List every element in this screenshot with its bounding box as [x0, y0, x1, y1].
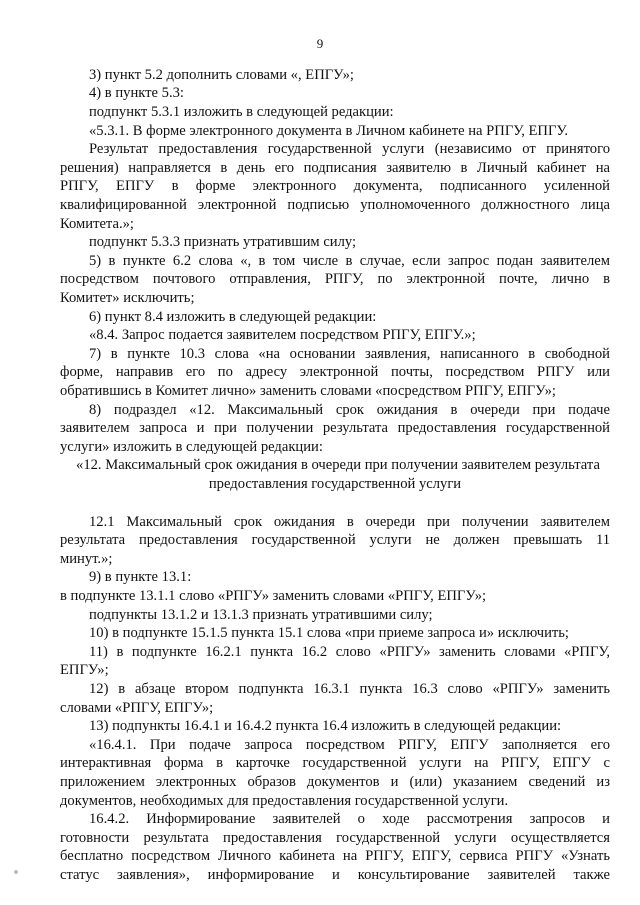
text-line: 16.4.2. Информирование заявителей о ходе рассмотрения запросов и	[89, 811, 610, 827]
text-line: «16.4.1. При подаче запроса посредством РПГУ, ЕПГУ заполняется его	[89, 737, 610, 753]
text-line: «5.3.1. В форме электронного документа в Личном кабинете на РПГУ, ЕПГУ.	[89, 123, 568, 139]
text-line: приложением электронных образов документов и (или) указанием сведений из	[60, 774, 610, 790]
text-line: 11) в подпункте 16.2.1 пункта 16.2 слово «РПГУ» заменить словами «РПГУ,	[89, 644, 610, 660]
text-line: интерактивная форма в карточке государственной услуги на РПГУ, ЕПГУ с	[60, 755, 610, 771]
text-line: минут.»;	[60, 551, 113, 567]
text-line: «8.4. Запрос подается заявителем посредством РПГУ, ЕПГУ.»;	[89, 327, 476, 343]
text-line: словами «РПГУ, ЕПГУ»;	[60, 700, 214, 716]
text-line: заявителем запроса и при получении результата предоставления государственной	[60, 420, 610, 436]
text-line: статус заявления», информирование и консультирование заявителей также	[60, 867, 610, 883]
scan-artifact	[14, 870, 18, 874]
text-line: 7) в пункте 10.3 слова «на основании заявления, написанного в свободной	[89, 346, 610, 362]
text-line: 13) подпункты 16.4.1 и 16.4.2 пункта 16.4 изложить в следующей редакции:	[89, 718, 562, 734]
text-line: Комитет» исключить;	[60, 290, 195, 306]
section-heading: «12. Максимальный срок ожидания в очереди при получении заявителем результата	[76, 457, 600, 473]
text-line: форме, направив его по адресу электронной почты, посредством РПГУ или	[60, 364, 610, 380]
text-line: ЕПГУ»;	[60, 662, 109, 678]
text-line: 3) пункт 5.2 дополнить словами «, ЕПГУ»;	[89, 67, 354, 83]
text-line: 10) в подпункте 15.1.5 пункта 15.1 слова «при приеме запроса и» исключить;	[89, 625, 569, 641]
text-line: документов, необходимых для предоставления государственной услуги.	[60, 793, 509, 809]
text-line: Результат предоставления государственной услуги (независимо от принятого	[89, 141, 610, 157]
text-line: 9) в пункте 13.1:	[89, 569, 192, 585]
text-line: 12) в абзаце втором подпункта 16.3.1 пункта 16.3 слово «РПГУ» заменить	[89, 681, 610, 697]
text-line: 12.1 Максимальный срок ожидания в очереди при получении заявителем	[89, 514, 610, 530]
text-line: услуги» изложить в следующей редакции:	[60, 439, 323, 455]
text-line: обратившись в Комитет лично» заменить словами «посредством РПГУ, ЕПГУ»;	[60, 383, 556, 399]
text-line: квалифицированной электронной подписью уполномоченного должностного лица	[60, 197, 610, 213]
text-line: решения) направляется в день его подписания заявителю в Личный кабинет на	[60, 160, 610, 176]
text-line: готовности результата предоставления государственной услуги осуществляется	[60, 830, 610, 846]
section-heading: предоставления государственной услуги	[208, 476, 462, 492]
text-line: подпункты 13.1.2 и 13.1.3 признать утратившими силу;	[89, 607, 433, 623]
text-line: 8) подраздел «12. Максимальный срок ожидания в очереди при подаче	[89, 402, 610, 418]
text-line: 5) в пункте 6.2 слова «, в том числе в случае, если запрос подан заявителем	[89, 253, 610, 269]
text-line: 4) в пункте 5.3:	[89, 85, 184, 101]
text-line: посредством почтового отправления, РПГУ, по электронной почте, лично в	[60, 271, 610, 287]
text-line: Комитета.»;	[60, 216, 134, 232]
text-line: РПГУ, ЕПГУ в форме электронного документа, подписанного усиленной	[60, 178, 610, 194]
text-line: результата предоставления государственной услуги не должен превышать 11	[60, 532, 610, 548]
text-line: бесплатно посредством Личного кабинета на РПГУ, ЕПГУ, сервиса РПГУ «Узнать	[60, 848, 610, 864]
page-number: 9	[316, 36, 324, 51]
text-line: 6) пункт 8.4 изложить в следующей редакции:	[89, 309, 377, 325]
text-line: в подпункте 13.1.1 слово «РПГУ» заменить словами «РПГУ, ЕПГУ»;	[60, 588, 487, 604]
text-line: подпункт 5.3.1 изложить в следующей редакции:	[89, 104, 394, 120]
text-line: подпункт 5.3.3 признать утратившим силу;	[89, 234, 357, 250]
